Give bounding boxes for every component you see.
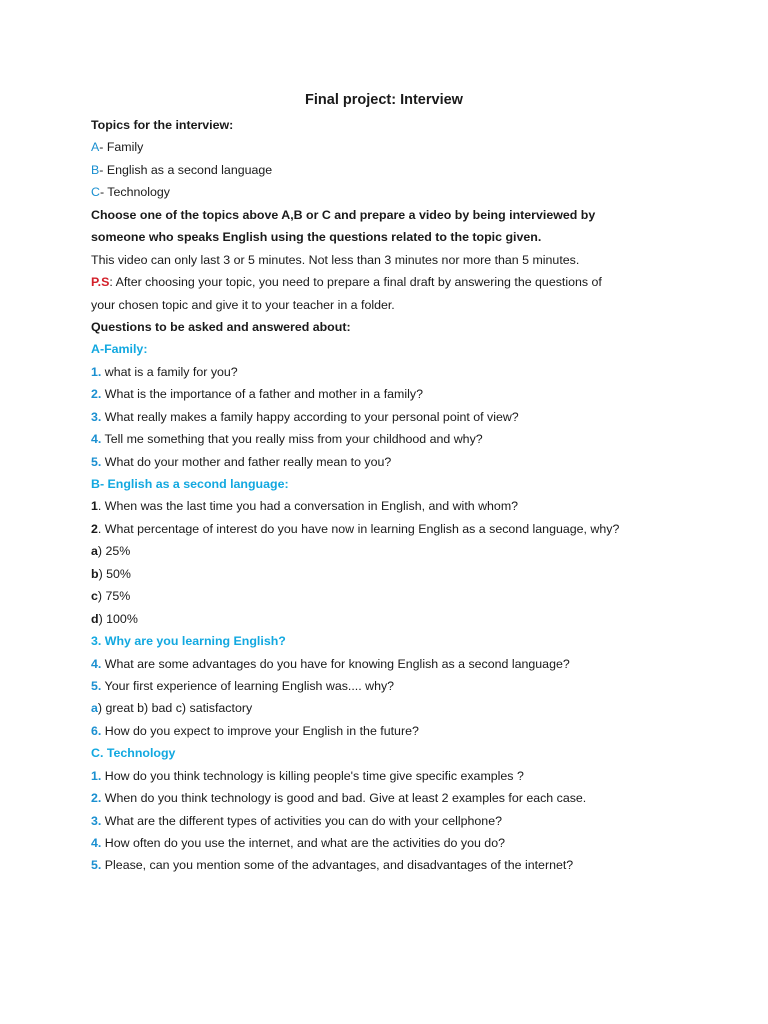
topic-c <box>91 181 731 203</box>
question-number: 1 <box>91 499 98 514</box>
ps-text: : After choosing your topic, you need to prepare a final draft by answering the questions of <box>109 275 602 290</box>
family-question <box>91 428 731 450</box>
question-number: 6. <box>91 723 102 738</box>
english-question-highlight: 3. Why are you learning English? <box>91 634 286 649</box>
question-number: 5. <box>91 678 102 693</box>
questions-heading: Questions to be asked and answered about: <box>91 319 351 334</box>
ps-line-1 <box>91 271 731 293</box>
topic-text: - English as a second language <box>99 162 273 177</box>
english-heading: B- English as a second language: <box>91 477 289 491</box>
question-number: 4. <box>91 836 102 850</box>
technology-question <box>91 787 731 809</box>
question-text: How often do you use the internet, and what are the activities do you do? <box>101 836 505 850</box>
option-text: ) 25% <box>97 544 131 559</box>
technology-question <box>91 832 731 854</box>
option-letter: a <box>91 544 98 559</box>
question-number: 1. <box>91 364 102 379</box>
topic-text: - Family <box>99 140 144 155</box>
question-text: Tell me something that you really miss from your childhood and why? <box>101 432 483 447</box>
question-number: 3. <box>91 409 102 424</box>
topic-b <box>91 159 731 181</box>
answer-option <box>91 697 731 719</box>
english-question <box>91 653 731 675</box>
instruction-line-2: someone who speaks English using the questions related to the topic given. <box>91 230 542 245</box>
instruction-line-1: Choose one of the topics above A,B or C and prepare a video by being interviewed by <box>91 207 596 222</box>
option-letter: a <box>91 701 98 716</box>
family-question <box>91 451 731 473</box>
question-text: What are the different types of activities you can do with your cellphone? <box>101 813 502 828</box>
family-question <box>91 361 731 383</box>
english-question <box>91 675 731 697</box>
question-text: what is a family for you? <box>101 364 238 379</box>
question-text: . What percentage of interest do you have now in learning English as a second language, why? <box>97 521 620 536</box>
option-text: ) great b) bad c) satisfactory <box>97 701 253 716</box>
topic-a <box>91 136 731 158</box>
question-number: 1. <box>91 768 102 783</box>
topics-heading: Topics for the interview: <box>91 118 234 132</box>
option-letter: b <box>91 566 99 581</box>
question-text: How do you think technology is killing people's time give specific examples ? <box>101 768 524 783</box>
option-text: ) 50% <box>98 566 131 581</box>
family-question <box>91 406 731 428</box>
question-text: What are some advantages do you have for knowing English as a second language? <box>101 656 570 671</box>
question-text: When do you think technology is good and bad. Give at least 2 examples for each case. <box>101 791 587 806</box>
topic-text: - Technology <box>99 185 170 200</box>
topic-letter: C <box>91 185 100 200</box>
question-number: 2. <box>91 387 102 402</box>
option-text: ) 100% <box>98 611 138 626</box>
question-number: 4. <box>91 432 102 447</box>
option-text: ) 75% <box>97 589 131 604</box>
english-question <box>91 720 731 742</box>
answer-option <box>91 585 731 607</box>
family-heading: A-Family: <box>91 342 148 357</box>
question-number: 4. <box>91 656 102 671</box>
question-number: 5. <box>91 454 102 469</box>
answer-option <box>91 608 731 630</box>
ps-line-2: your chosen topic and give it to your teacher in a folder. <box>91 297 395 312</box>
answer-option <box>91 540 731 562</box>
question-text: What is the importance of a father and mother in a family? <box>101 387 423 402</box>
page-title: Final project: Interview <box>305 92 463 108</box>
question-number: 3. <box>91 813 102 828</box>
question-number: 5. <box>91 858 102 873</box>
question-text: Your first experience of learning English was.... why? <box>101 678 395 693</box>
technology-question <box>91 765 731 787</box>
english-question <box>91 518 731 540</box>
question-text: How do you expect to improve your English in the future? <box>101 723 419 738</box>
english-question <box>91 495 731 517</box>
document-body <box>91 114 731 877</box>
technology-question <box>91 854 731 876</box>
question-number: 2. <box>91 791 102 806</box>
topic-letter: B <box>91 162 100 177</box>
question-text: . When was the last time you had a conversation in English, and with whom? <box>97 499 519 514</box>
question-text: What do your mother and father really mean to you? <box>101 454 392 469</box>
answer-option <box>91 563 731 585</box>
family-question <box>91 383 731 405</box>
technology-heading: C. Technology <box>91 746 176 761</box>
question-number: 2 <box>91 521 98 536</box>
technology-question <box>91 810 731 832</box>
ps-label: P.S <box>91 275 110 290</box>
option-letter: d <box>91 611 99 626</box>
question-text: What really makes a family happy according to your personal point of view? <box>101 409 519 424</box>
duration-note: This video can only last 3 or 5 minutes. Not less than 3 minutes nor more than 5 minutes. <box>91 252 580 267</box>
topic-letter: A <box>91 140 100 155</box>
question-text: Please, can you mention some of the advantages, and disadvantages of the internet? <box>101 858 574 873</box>
option-letter: c <box>91 589 98 604</box>
